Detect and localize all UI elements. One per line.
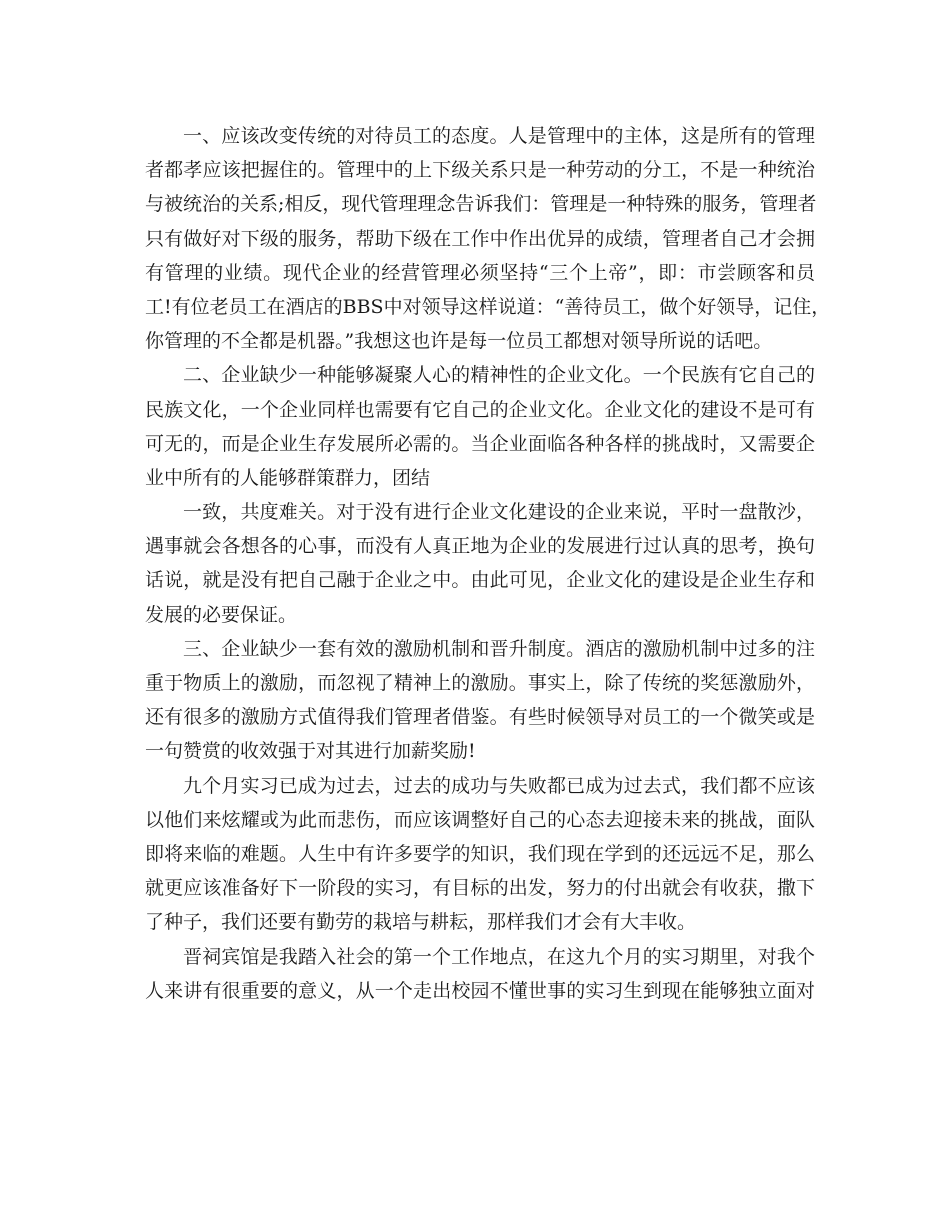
text-line: 遇事就会各想各的心事，而没有人真正地为企业的发展进行过认真的思考，换句 <box>145 535 815 558</box>
text-line: 一句赞赏的收效强于对其进行加薪奖励! <box>145 740 476 763</box>
text-line: 人来讲有很重要的意义，从一个走出校园不懂世事的实习生到现在能够独立面对 <box>145 979 815 1002</box>
text-line: 以他们来炫耀或为此而悲伤，而应该调整好自己的心态去迎接未来的挑战，面队 <box>145 808 815 831</box>
text-line: 有管理的业绩。现代企业的经营管理必须坚持“三个上帝”，即：市尝顾客和员 <box>145 261 815 284</box>
text-line: 话说，就是没有把自己融于企业之中。由此可见，企业文化的建设是企业生存和 <box>145 569 815 592</box>
document-body <box>145 119 831 1008</box>
text-line: 只有做好对下级的服务，帮助下级在工作中作出优异的成绩，管理者自己才会拥 <box>145 227 815 250</box>
text-line: 晋祠宾馆是我踏入社会的第一个工作地点，在这九个月的实习期里，对我个 <box>183 945 815 968</box>
text-line: 发展的必要保证。 <box>145 603 298 626</box>
text-line: 一致，共度难关。对于没有进行企业文化建设的企业来说，平时一盘散沙， <box>183 501 815 524</box>
text-line: 你管理的不全都是机器。”我想这也许是每一位员工都想对领导所说的话吧。 <box>145 330 773 353</box>
text-line: 民族文化，一个企业同样也需要有它自己的企业文化。企业文化的建设不是可有 <box>145 398 815 421</box>
text-line: 重于物质上的激励，而忽视了精神上的激励。事实上，除了传统的奖惩激励外， <box>145 672 815 694</box>
text-line: 一、应该改变传统的对待员工的态度。人是管理中的主体，这是所有的管理 <box>183 125 815 147</box>
text-line: 可无的，而是企业生存发展所必需的。当企业面临各种各样的挑战时，又需要企 <box>145 432 815 455</box>
text-line: 二、企业缺少一种能够凝聚人心的精神性的企业文化。一个民族有它自己的 <box>183 364 815 387</box>
text-line: 九个月实习已成为过去，过去的成功与失败都已成为过去式，我们都不应该 <box>183 774 815 797</box>
text-line: 就更应该准备好下一阶段的实习，有目标的出发，努力的付出就会有收获，撒下 <box>145 877 815 900</box>
text-line: 即将来临的难题。人生中有许多要学的知识，我们现在学到的还远远不足，那么 <box>145 842 815 865</box>
text-line: 三、企业缺少一套有效的激励机制和晋升制度。酒店的激励机制中过多的注 <box>183 637 815 660</box>
text-line: 了种子，我们还要有勤劳的栽培与耕耘，那样我们才会有大丰收。 <box>145 911 697 934</box>
text-line: 工!有位老员工在酒店的BBS中对领导这样说道：“善待员工，做个好领导，记住， <box>145 295 831 318</box>
text-line: 业中所有的人能够群策群力，团结 <box>145 466 431 489</box>
text-line: 还有很多的激励方式值得我们管理者借鉴。有些时候领导对员工的一个微笑或是 <box>145 706 815 729</box>
text-line: 与被统治的关系;相反，现代管理理念告诉我们：管理是一种特殊的服务，管理者 <box>145 193 817 216</box>
text-line: 者都孝应该把握住的。管理中的上下级关系只是一种劳动的分工，不是一种统治 <box>145 159 815 182</box>
